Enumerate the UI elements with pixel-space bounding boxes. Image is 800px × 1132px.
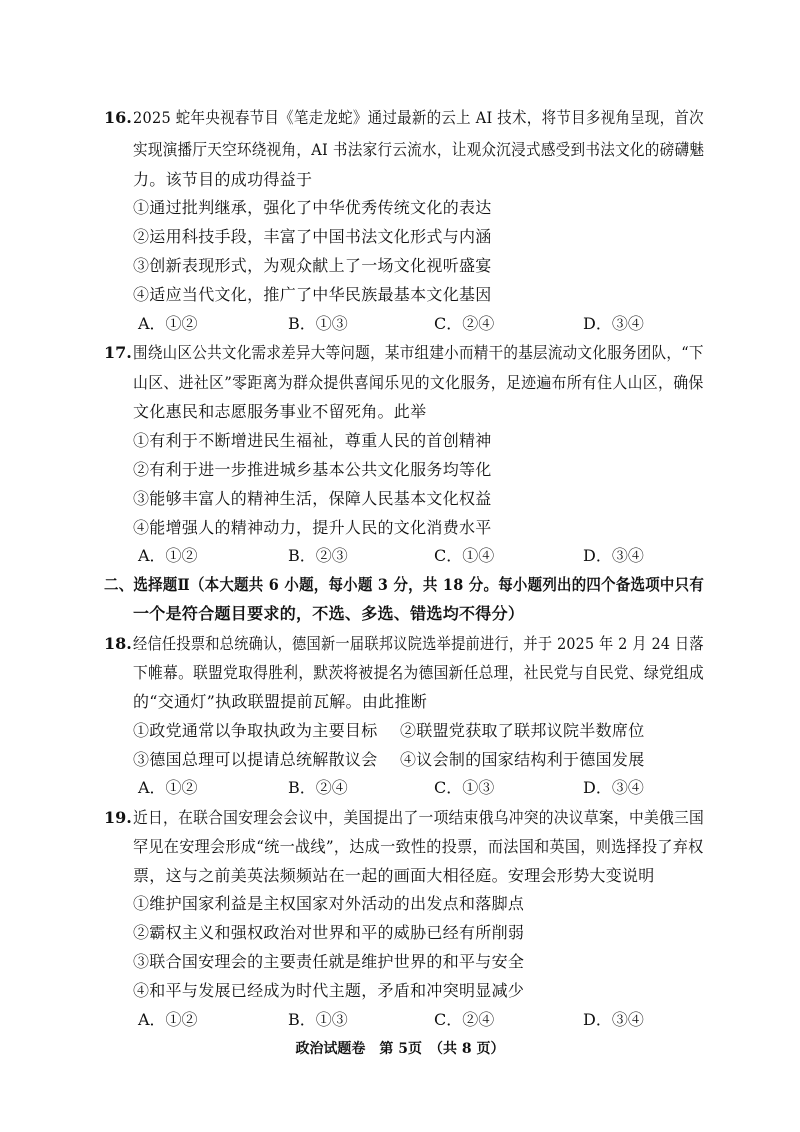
statement-1: ①通过批判继承，强化了中华优秀传统文化的表达: [133, 198, 492, 217]
section-heading-line: 二、选择题Ⅱ（本大题共 6 小题，每小题 3 分，共 18 分。每小题列出的四个备选项中只有: [104, 575, 705, 594]
question-stem-line: 山区、进社区”零距离为群众提供喜闻乐见的文化服务，足迹遍布所有住人山区，确保: [133, 373, 704, 392]
question-number: 17.: [104, 343, 132, 362]
statement-2: ②运用科技手段，丰富了中国书法文化形式与内涵: [133, 227, 492, 246]
question-stem-line: 罕见在安理会形成“统一战线”，达成一致性的投票，而法国和英国，则选择投了弃权: [133, 837, 704, 856]
section-heading-line: 一个是符合题目要求的，不选、多选、错选均不得分）: [133, 604, 525, 623]
option-c: C．②④: [434, 314, 495, 333]
question-stem-line: 经信任投票和总统确认，德国新一届联邦议院选举提前进行，并于 2025 年 2 月 24 日落: [133, 634, 704, 653]
statement-2: ②联盟党获取了联邦议院半数席位: [400, 721, 645, 740]
option-a: A．①②: [138, 546, 198, 565]
question-stem-line: 下帷幕。联盟党取得胜利，默茨将被提名为德国新任总理，社民党与自民党、绿党组成: [133, 663, 705, 682]
option-d: D．③④: [583, 778, 644, 797]
option-d: D．③④: [583, 546, 644, 565]
statement-1: ①政党通常以争取执政为主要目标: [133, 721, 378, 740]
question-stem-line: 2025 蛇年央视春节目《笔走龙蛇》通过最新的云上 AI 技术，将节目多视角呈现，首次: [133, 108, 704, 127]
option-a: A．①②: [138, 1010, 198, 1029]
question-stem-line: 力。该节目的成功得益于: [133, 170, 313, 189]
option-b: B．②④: [288, 778, 348, 797]
statement-1: ①维护国家利益是主权国家对外活动的出发点和落脚点: [133, 894, 525, 913]
option-b: B．②③: [288, 546, 348, 565]
question-stem-line: 围绕山区公共文化需求差异大等问题，某市组建小而精干的基层流动文化服务团队，“下: [133, 343, 704, 362]
statement-4: ④议会制的国家结构利于德国发展: [400, 750, 645, 769]
statement-4: ④和平与发展已经成为时代主题，矛盾和冲突明显减少: [133, 981, 525, 1000]
statement-3: ③联合国安理会的主要责任就是维护世界的和平与安全: [133, 952, 525, 971]
statement-1: ①有利于不断增进民生福祉，尊重人民的首创精神: [133, 431, 492, 450]
option-c: C．①④: [434, 546, 495, 565]
statement-4: ④适应当代文化，推广了中华民族最基本文化基因: [133, 285, 492, 304]
question-number: 16.: [104, 108, 132, 127]
statement-3: ③创新表现形式，为观众献上了一场文化视听盛宴: [133, 256, 492, 275]
question-stem-line: 实现演播厅天空环绕视角，AI 书法家行云流水，让观众沉浸式感受到书法文化的磅礴魅: [133, 140, 705, 159]
option-b: B．①③: [288, 314, 348, 333]
option-c: C．①③: [434, 778, 495, 797]
question-number: 18.: [104, 634, 132, 653]
question-stem-line: 的“交通灯”执政联盟提前瓦解。由此推断: [133, 692, 428, 711]
option-a: A．①②: [138, 314, 198, 333]
option-d: D．③④: [583, 314, 644, 333]
statement-2: ②霸权主义和强权政治对世界和平的威胁已经有所削弱: [133, 923, 525, 942]
statement-3: ③德国总理可以提请总统解散议会: [133, 750, 378, 769]
option-c: C．②④: [434, 1010, 495, 1029]
question-stem-line: 文化惠民和志愿服务事业不留死角。此举: [133, 402, 427, 421]
question-stem-line: 票，这与之前美英法频频站在一起的画面大相径庭。安理会形势大变说明: [133, 866, 655, 885]
statement-4: ④能增强人的精神动力，提升人民的文化消费水平: [133, 518, 492, 537]
statement-3: ③能够丰富人的精神生活，保障人民基本文化权益: [133, 489, 492, 508]
question-stem-line: 近日，在联合国安理会会议中，美国提出了一项结束俄乌冲突的决议草案，中美俄三国: [133, 808, 705, 827]
option-d: D．③④: [583, 1010, 644, 1029]
option-b: B．①③: [288, 1010, 348, 1029]
page-footer: 政治试题卷 第 5页 （共 8 页）: [295, 1041, 505, 1057]
statement-2: ②有利于进一步推进城乡基本公共文化服务均等化: [133, 460, 492, 479]
question-number: 19.: [104, 808, 132, 827]
option-a: A．①②: [138, 778, 198, 797]
